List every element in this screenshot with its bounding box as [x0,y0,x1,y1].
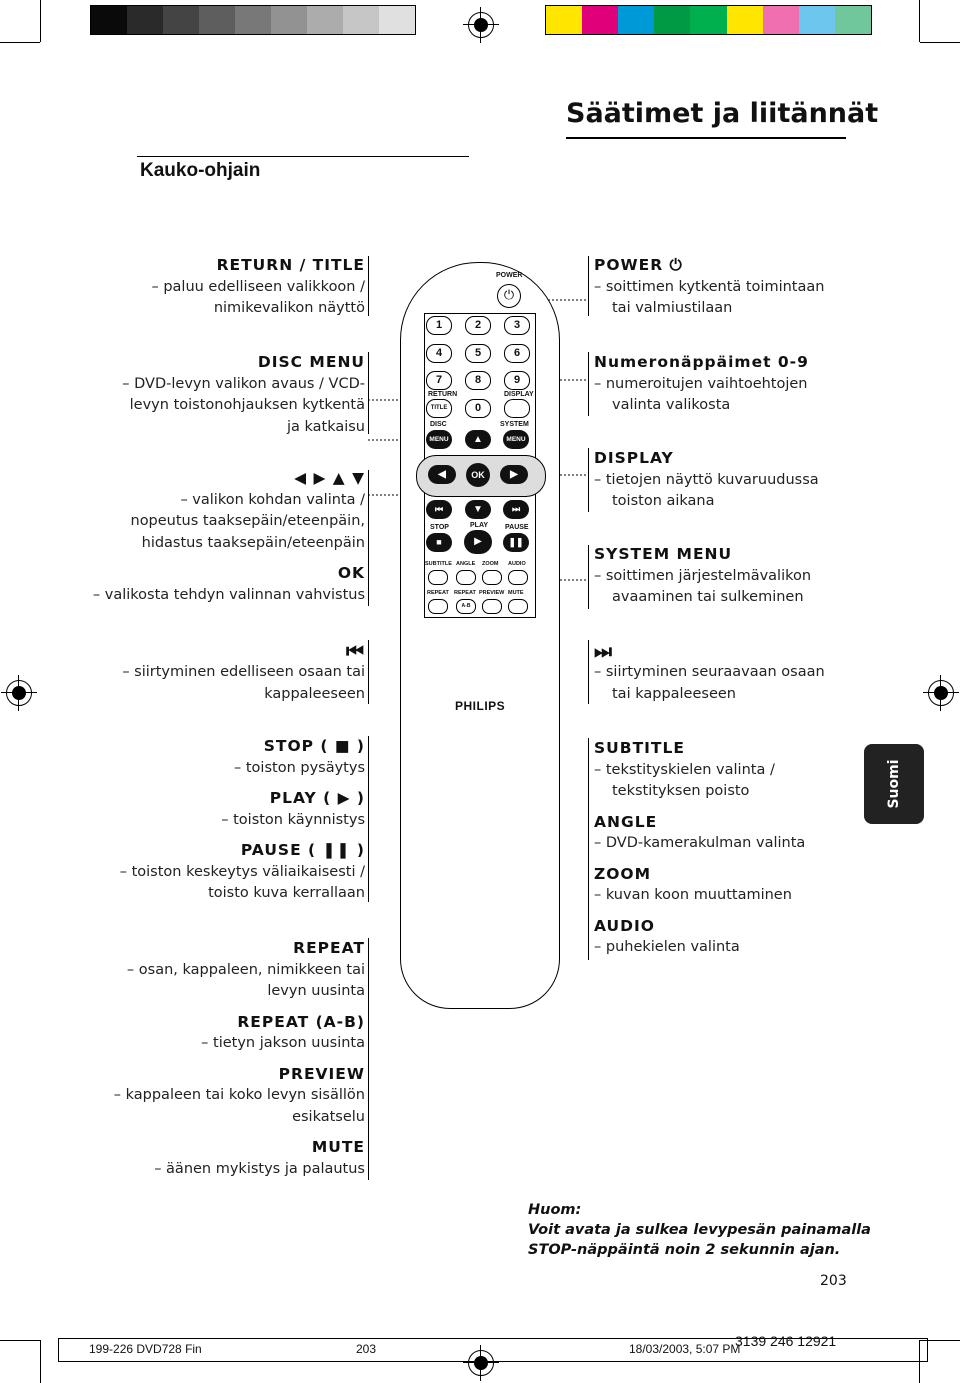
registration-mark-icon [928,680,954,706]
stop-label: STOP [430,524,449,531]
crop-mark [40,0,41,42]
up-button[interactable]: ▲ [465,430,491,449]
desc-line: – tietojen näyttö kuvaruudussa [594,471,819,488]
return-label: RETURN [428,391,458,398]
desc-line: esikatselu [292,1108,365,1125]
crop-mark [40,1340,41,1383]
desc-line: tai kappaleeseen [612,685,736,702]
next-button[interactable]: ⏭ [503,500,529,519]
prev-button[interactable]: ⏮ [426,500,452,519]
repeat-button[interactable] [428,599,448,614]
desc-line: – tekstityskielen valinta / [594,761,775,778]
heading: SUBTITLE [594,739,685,757]
color-swatch [690,6,726,34]
desc-line: – toiston pysäytys [234,759,365,776]
color-swatch [235,6,271,34]
digit-4-button[interactable]: 4 [426,344,452,363]
desc-line: – DVD-kamerakulman valinta [594,835,806,851]
desc-line: – äänen mykistys ja palautus [154,1160,365,1177]
digit-0-button[interactable]: 0 [465,399,491,418]
note-line: STOP-näppäintä noin 2 sekunnin ajan. [528,1242,841,1258]
color-swatch [271,6,307,34]
display-button[interactable] [504,399,530,418]
desc-line: tai valmiustilaan [612,300,733,316]
heading: MUTE [311,1138,365,1156]
color-bar [545,5,872,35]
prev-desc [122,640,365,705]
heading: PAUSE ( ❚❚ ) [240,841,365,859]
desc-line: – paluu edelliseen valikkoon / [151,278,365,295]
digit-6-button[interactable]: 6 [504,344,530,363]
next-desc [594,640,825,705]
desc-line: – soittimen järjestelmävalikon [594,567,812,584]
subtitle-button[interactable] [428,570,448,585]
heading: ZOOM [594,864,652,883]
language-tab-label: Suomi [886,759,902,809]
desc-line: – osan, kappaleen, nimikkeen tai [126,961,365,978]
desc-line: nimikevalikon näyttö [213,300,365,316]
digit-2-button[interactable]: 2 [465,316,491,335]
repeat-ab-button[interactable]: A-B [456,599,476,614]
callout-bar [368,938,369,1180]
registration-mark-icon [6,680,32,706]
power-button[interactable]: ⏻ [497,284,521,308]
page-number: 203 [820,1273,847,1289]
heading: RETURN / TITLE [216,256,365,274]
color-swatch [163,6,199,34]
slug-code: 3139 246 12921 [735,1333,837,1349]
disc-label: DISC [430,421,447,428]
heading: PLAY ( ▶ ) [269,789,365,807]
zoom-label: ZOOM [482,561,499,567]
crop-mark [919,0,920,42]
cursor-ok-desc [93,468,365,606]
repeat-desc [114,938,365,1180]
ok-button[interactable]: OK [466,463,490,487]
desc-line: – kappaleen tai koko levyn sisällön [113,1087,365,1103]
page-title: Säätimet ja liitännät [566,98,879,129]
desc-line: kappaleeseen [264,685,365,702]
play-label: PLAY [470,522,489,529]
callout-bar [588,738,589,960]
system-menu-button[interactable]: MENU [503,430,529,449]
angle-button[interactable] [456,570,476,585]
desc-line: – soittimen kytkentä toimintaan [594,278,825,295]
heading: DISPLAY [594,449,674,467]
brand-logo: PHILIPS [455,699,506,713]
numeric-desc [594,352,809,417]
crop-mark [0,1340,40,1341]
desc-line: toisto kuva kerrallaan [208,885,365,901]
pause-label: PAUSE [505,524,529,531]
digit-1-button[interactable]: 1 [426,316,452,335]
callout-bar [588,640,589,704]
subtitle-label: SUBTITLE [425,561,452,567]
color-swatch [582,6,618,34]
color-swatch [379,6,415,34]
color-swatch [343,6,379,34]
grayscale-bar [90,5,416,35]
title-button[interactable]: TITLE [426,399,452,418]
callout-bar [368,736,369,902]
note-line: Voit avata ja sulkea levypesän painamalla [528,1222,871,1238]
desc-line: – DVD-levyn valikon avaus / VCD- [122,375,365,392]
color-swatch [546,6,582,34]
color-swatch [799,6,835,34]
desc-line: – numeroitujen vaihtoehtojen [594,375,808,392]
heading: REPEAT (A-B) [237,1012,365,1031]
callout-bar [368,640,369,704]
heading: PREVIEW [278,1064,365,1083]
heading: POWER ⏻ [594,256,683,274]
play-button[interactable]: ▶ [464,530,492,554]
next-icon: ⏭ [594,639,613,663]
desc-line: – siirtyminen seuraavaan osaan [594,664,825,680]
heading: Numeronäppäimet 0-9 [594,353,809,371]
down-button[interactable]: ▼ [465,500,491,519]
desc-line: valinta valikosta [612,397,731,413]
color-swatch [91,6,127,34]
left-button[interactable]: ◀ [428,465,456,484]
desc-line: – valikosta tehdyn valinnan vahvistus [92,586,365,603]
zoom-button[interactable] [482,570,502,585]
note-box [528,1200,871,1260]
power-label: POWER [496,272,523,279]
disc-menu-button[interactable]: MENU [426,430,452,449]
system-label: SYSTEM [500,421,529,428]
desc-line: – puhekielen valinta [594,939,740,955]
digit-7-button[interactable]: 7 [426,371,452,390]
desc-line: – tietyn jakson uusinta [201,1035,365,1051]
color-swatch [199,6,235,34]
audio-button[interactable] [508,570,528,585]
digit-5-button[interactable]: 5 [465,344,491,363]
desc-line: – toiston käynnistys [221,811,365,828]
preview-label: PREVIEW [479,590,505,596]
right-button[interactable]: ▶ [500,465,528,484]
slug-file: 199-226 DVD728 Fin [89,1342,202,1356]
heading: SYSTEM MENU [594,545,733,563]
color-swatch [127,6,163,34]
heading: REPEAT [293,939,365,957]
pause-button[interactable]: ❚❚ [503,533,529,552]
stop-button[interactable]: ■ [426,533,452,552]
desc-line: levyn uusinta [267,983,365,999]
transport-desc [120,736,365,905]
prev-icon: ⏮ [346,639,365,663]
desc-line: – valikon kohdan valinta / [180,491,365,508]
color-swatch [835,6,871,34]
desc-line: levyn toistonohjauksen kytkentä [129,397,365,413]
audio-label: AUDIO [508,561,526,567]
repeat-ab-label: REPEAT [454,590,476,596]
desc-line: toiston aikana [612,493,715,509]
desc-line: hidastus taaksepäin/eteenpäin [141,534,365,551]
heading: DISC MENU [257,353,365,371]
angle-label: ANGLE [456,561,476,567]
title-rule [566,137,846,139]
crop-mark [0,42,40,43]
heading: STOP ( ■ ) [263,737,365,755]
slug-page: 203 [356,1342,377,1356]
color-swatch [727,6,763,34]
registration-mark-icon [468,12,494,38]
repeat-label: REPEAT [427,590,449,596]
section-rule [137,156,469,157]
desc-line: – toiston keskeytys väliaikaisesti / [119,863,365,880]
slug-date: 18/03/2003, 5:07 PM [629,1342,741,1356]
print-slug [58,1333,928,1362]
preview-button[interactable] [482,599,502,614]
color-swatch [763,6,799,34]
desc-line: – siirtyminen edelliseen osaan tai [122,664,365,680]
language-tab [864,744,924,824]
note-title: Huom: [528,1202,582,1218]
color-swatch [307,6,343,34]
desc-line: tekstityksen poisto [612,783,750,799]
power-desc [594,255,824,320]
mute-button[interactable] [508,599,528,614]
desc-line: – kuvan koon muuttaminen [594,887,792,903]
system-menu-desc [594,544,811,609]
desc-line: avaaminen tai sulkeminen [612,589,804,605]
display-label: DISPLAY [504,391,534,398]
disc-menu-desc [122,352,365,438]
display-desc [594,448,819,513]
digit-8-button[interactable]: 8 [465,371,491,390]
subtitle-desc [594,738,805,959]
heading: OK [337,564,365,582]
crop-mark [920,42,960,43]
heading: AUDIO [594,916,655,935]
color-swatch [618,6,654,34]
mute-label: MUTE [508,590,524,596]
return-title-desc [151,255,365,320]
color-swatch [654,6,690,34]
digit-9-button[interactable]: 9 [504,371,530,390]
desc-line: ja katkaisu [286,418,365,435]
heading: ANGLE [594,812,658,831]
section-title: Kauko-ohjain [140,160,261,181]
digit-3-button[interactable]: 3 [504,316,530,335]
desc-line: nopeutus taaksepäin/eteenpäin, [130,513,365,529]
arrow-keys-heading: ◀ ▶ ▲ ▼ [294,469,365,487]
